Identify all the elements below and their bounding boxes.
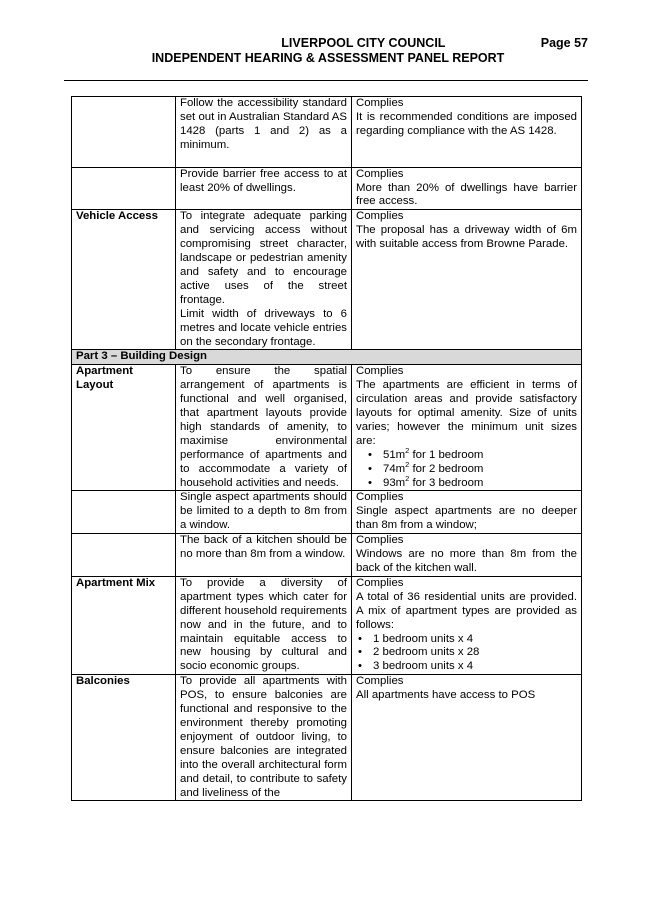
table-row <box>72 365 582 491</box>
comment-text: The apartments are efficient in terms of circulation areas and provide satisfactory layouts for optimal amenity. Size of units varies; however the minimum unit sizes are: <box>356 379 577 447</box>
size-unit-sup: 2 <box>405 459 410 469</box>
status-text: Complies <box>356 675 404 688</box>
table-row <box>72 534 582 577</box>
comment-cell <box>352 97 582 168</box>
page-header <box>64 36 588 66</box>
control-cell <box>176 210 352 350</box>
status-text: Complies <box>356 167 404 180</box>
table-row <box>72 576 582 674</box>
comment-text: More than 20% of dwellings have barrier free access. <box>356 181 577 208</box>
comment-cell <box>352 675 582 801</box>
comment-cell <box>352 491 582 534</box>
comment-text: The proposal has a driveway width of 6m with suitable access from Browne Parade. <box>356 224 577 251</box>
control-text: To ensure the spatial arrangement of apartments is functional and well organised, that apartment layouts provide high standards of amenity, to maximise environmental performance of apartments and to accommodate a variety of household activities and needs. <box>180 365 347 489</box>
list-item <box>374 473 577 491</box>
control-text: To integrate adequate parking and servicing access without compromising street character, landscape or pedestrian amenity and safety and to encourage active uses of the street frontage. <box>180 210 347 306</box>
comment-text: Single aspect apartments are no deeper than 8m from a window; <box>356 505 577 532</box>
criterion-label: Apartment Layout <box>72 365 176 491</box>
control-cell <box>176 576 352 674</box>
status-text: Complies <box>356 97 404 109</box>
control-text: To provide all apartments with POS, to ensure balconies are functional and responsive to the environment thereby promoting enjoyment of outdoor living, to ensure balconies are integrated into the overall architectural form and detail, to contribute to safety and liveliness of the <box>180 675 347 799</box>
unit-mix-list <box>356 633 577 675</box>
size-label: for 2 bedroom <box>409 462 484 475</box>
criterion-label: Apartment Mix <box>72 576 176 674</box>
comment-cell <box>352 365 582 491</box>
comment-cell <box>352 210 582 350</box>
section-heading-row <box>72 350 582 365</box>
criterion-label: Balconies <box>72 675 176 801</box>
list-item: • 2 bedroom units x 28 <box>364 646 577 660</box>
control-text: Follow the accessibility standard set out in Australian Standard AS 1428 (parts 1 and 2) as a minimum. <box>180 97 347 151</box>
comment-text: Windows are no more than 8m from the back of the kitchen wall. <box>356 548 577 574</box>
size-label: for 1 bedroom <box>409 448 484 461</box>
report-title: INDEPENDENT HEARING & ASSESSMENT PANEL REPORT <box>151 51 505 65</box>
list-item: • 1 bedroom units x 4 <box>364 633 577 647</box>
control-cell <box>176 534 352 577</box>
control-cell <box>176 675 352 801</box>
control-text: Provide barrier free access to at least 20% of dwellings. <box>180 167 347 194</box>
comment-text: A total of 36 residential units are provided. A mix of apartment types are provided as follows: <box>356 590 577 631</box>
control-cell <box>176 97 352 168</box>
size-value: 74m <box>383 462 406 475</box>
page-number: Page 57 <box>540 36 588 50</box>
comment-text: All apartments have access to POS <box>356 689 536 702</box>
size-label: for 3 bedroom <box>409 476 484 489</box>
status-text: Complies <box>356 365 404 378</box>
council-name: LIVERPOOL CITY COUNCIL <box>281 36 446 50</box>
criterion-label: Vehicle Access <box>72 210 176 350</box>
list-item: • 3 bedroom units x 4 <box>364 660 577 674</box>
size-unit-sup: 2 <box>405 445 410 455</box>
control-text: The back of a kitchen should be no more than 8m from a window. <box>180 534 347 561</box>
control-text: To provide a diversity of apartment types which cater for different household requirements now and in the future, and to maintain equitable access to new housing by cultural and socio economic groups. <box>180 576 347 673</box>
control-text: Limit width of driveways to 6 metres and locate vehicle entries on the secondary frontage. <box>180 307 347 348</box>
status-text: Complies <box>356 491 404 504</box>
table-row <box>72 97 582 168</box>
header-rule <box>64 80 588 81</box>
comment-cell <box>352 167 582 210</box>
section-heading: Part 3 – Building Design <box>72 350 582 365</box>
table-row <box>72 491 582 534</box>
size-value: 93m <box>383 476 406 489</box>
status-text: Complies <box>356 534 404 547</box>
comment-cell <box>352 534 582 577</box>
control-cell <box>176 167 352 210</box>
size-value: 51m <box>383 448 406 461</box>
comment-text: It is recommended conditions are imposed regarding compliance with the AS 1428. <box>356 110 577 137</box>
table-row <box>72 210 582 350</box>
table-row <box>72 167 582 210</box>
control-text: Single aspect apartments should be limited to a depth to 8m from a window. <box>180 491 347 532</box>
criterion-cell <box>72 97 176 168</box>
status-text: Complies <box>356 576 404 589</box>
control-cell <box>176 365 352 491</box>
control-cell <box>176 491 352 534</box>
status-text: Complies <box>356 210 404 223</box>
criterion-cell <box>72 534 176 577</box>
assessment-table <box>71 96 582 801</box>
table-row <box>72 675 582 801</box>
criterion-cell <box>72 491 176 534</box>
comment-cell <box>352 576 582 674</box>
size-unit-sup: 2 <box>405 473 410 483</box>
unit-size-list <box>356 445 577 491</box>
criterion-cell <box>72 167 176 210</box>
